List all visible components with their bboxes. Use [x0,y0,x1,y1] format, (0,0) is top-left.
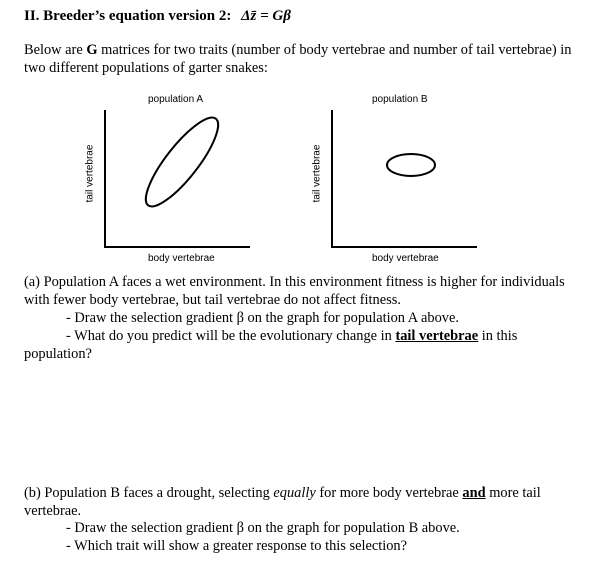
part-a-label: (a) [24,274,40,290]
part-a-bullet-2-before: - What do you predict will be the evolutionary change in [66,328,396,344]
part-a-paragraph [24,273,584,309]
graph-b-ylabel: tail vertebrae [311,144,323,203]
graph-b-g-ellipse [387,154,435,176]
graph-b-title: population B [372,94,428,105]
title-equation: Δz̄ = Gβ [241,8,291,24]
part-b-bullet-1: - Draw the selection gradient β on the graph for population B above. [66,520,460,536]
title-prefix: II. Breeder’s equation version 2: [24,8,232,24]
graph-a-g-ellipse [136,109,229,215]
graph-a-title: population A [148,94,204,105]
part-b-text-mid: for more body vertebrae [315,485,463,501]
part-a-bullet-1: - Draw the selection gradient β on the graph for population A above. [66,310,459,326]
part-b-label: (b) [24,485,41,501]
part-b-paragraph [24,484,584,520]
graph-a-xlabel: body vertebrae [148,253,215,264]
part-a-text: Population A faces a wet environment. In this environment fitness is higher for individuals with fewer body vertebrae, but tail vertebrae do not affect fitness. [24,274,565,308]
part-b-bullet-2: - Which trait will show a greater response to this selection? [66,538,408,554]
intro-text-before: Below are [24,42,87,58]
part-b-text-before: Population B faces a drought, selecting [40,485,274,501]
intro-text-after: matrices for two traits (number of body vertebrae and number of tail vertebrae) in two different populations of garter snakes: [24,42,572,76]
part-a-bullet-2-after: in this [478,328,518,344]
part-b-bold-word: and [462,485,486,501]
part-a-bullet-2-bold: tail vertebrae [395,328,479,344]
part-b-text-after: more tail vertebrae. [24,485,541,519]
graph-b-xlabel: body vertebrae [372,253,439,264]
intro-bold-term: G [86,42,98,58]
graph-a-ylabel: tail vertebrae [84,144,96,203]
part-a-bullet-2 [66,327,517,345]
part-a-bullet-2-cont: population? [24,346,92,362]
part-b-italic-word: equally [273,485,316,501]
